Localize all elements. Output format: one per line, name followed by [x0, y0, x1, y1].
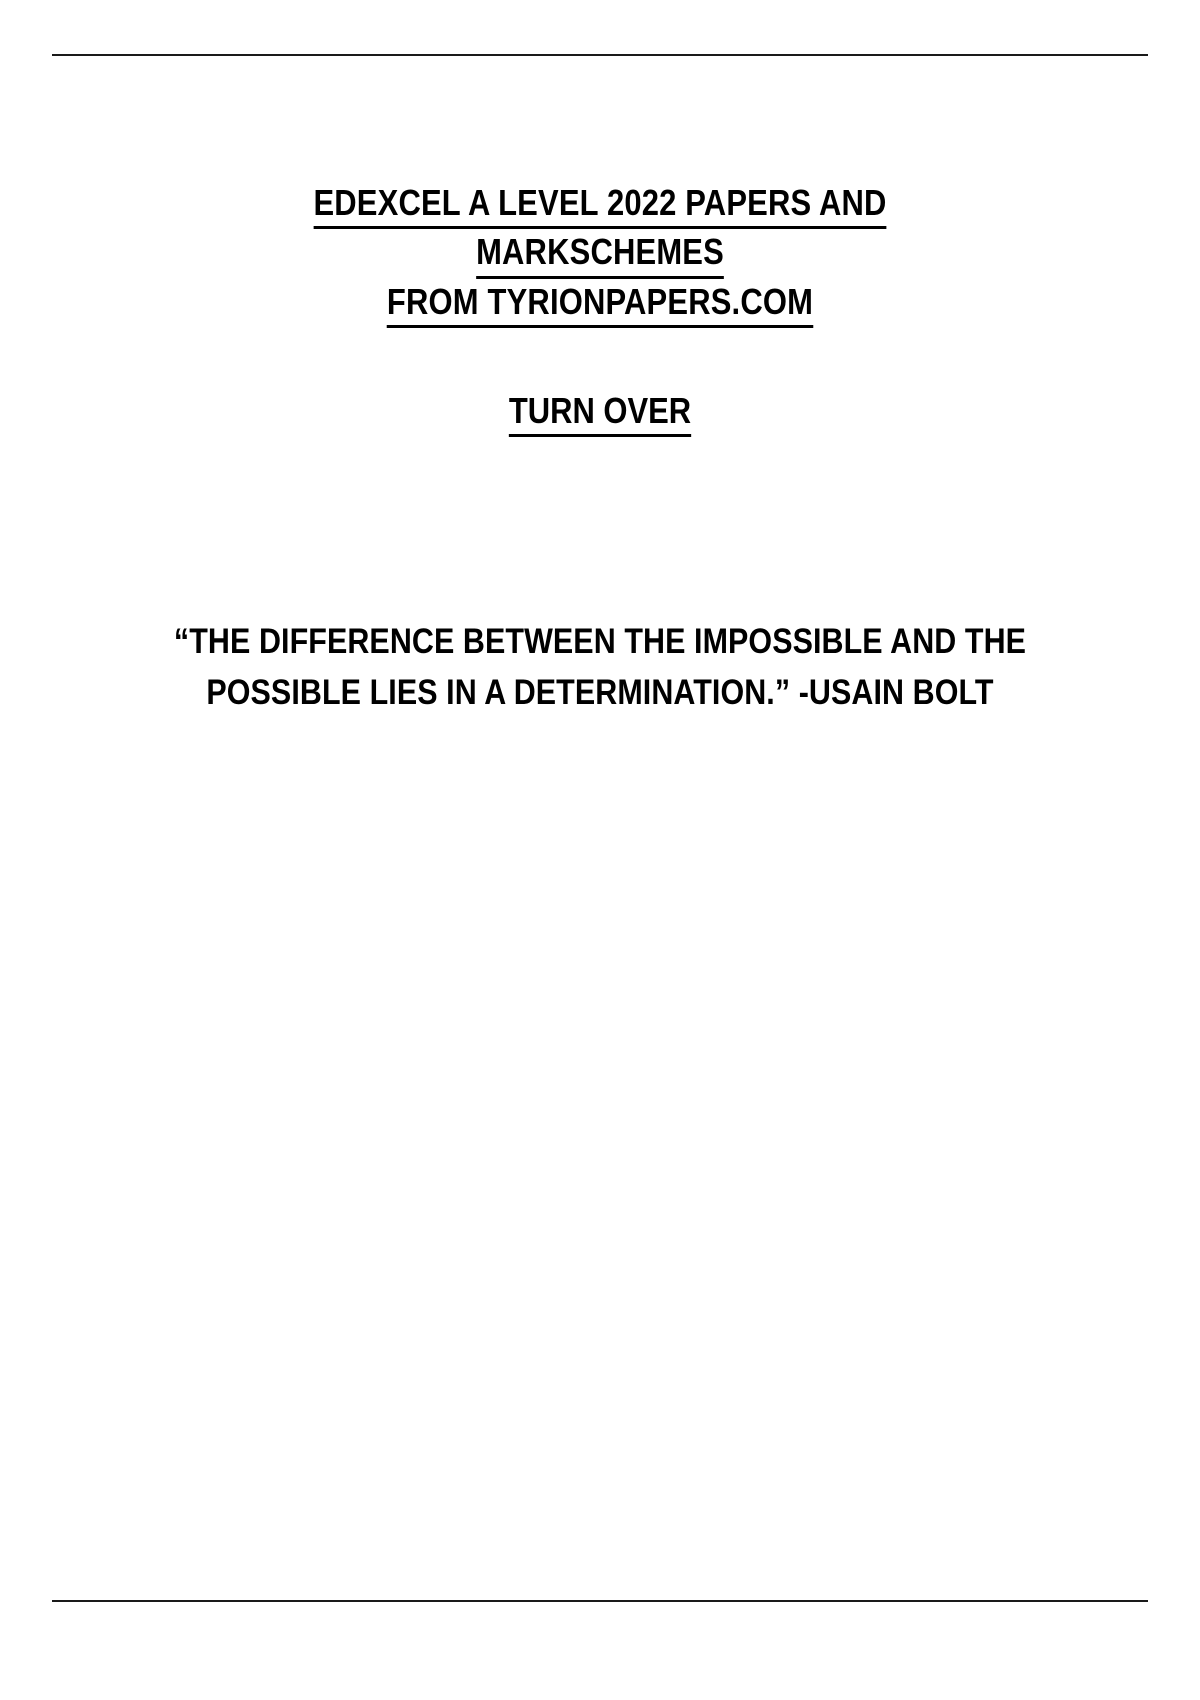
page-content [100, 180, 1100, 719]
quote-line-2: POSSIBLE LIES IN A DETERMINATION.” -USAIN BOLT [206, 673, 994, 713]
title-line-2-text: MARKSCHEMES [476, 229, 724, 278]
turn-over-instruction [170, 388, 1030, 437]
turn-over-text: TURN OVER [509, 388, 691, 437]
quotation [165, 617, 1035, 719]
page-title [170, 180, 1030, 328]
bottom-divider [52, 1600, 1148, 1602]
title-line-1-text: EDEXCEL A LEVEL 2022 PAPERS AND [313, 180, 886, 229]
spacer-before-quote [100, 437, 1100, 617]
title-line-3-text: FROM TYRIONPAPERS.COM [387, 279, 813, 328]
quote-line-1: “THE DIFFERENCE BETWEEN THE IMPOSSIBLE AND THE [173, 622, 1027, 662]
title-line-2 [170, 229, 1030, 278]
title-line-3 [170, 279, 1030, 328]
top-divider [52, 54, 1148, 56]
spacer-after-title [100, 328, 1100, 388]
title-line-1 [170, 180, 1030, 229]
